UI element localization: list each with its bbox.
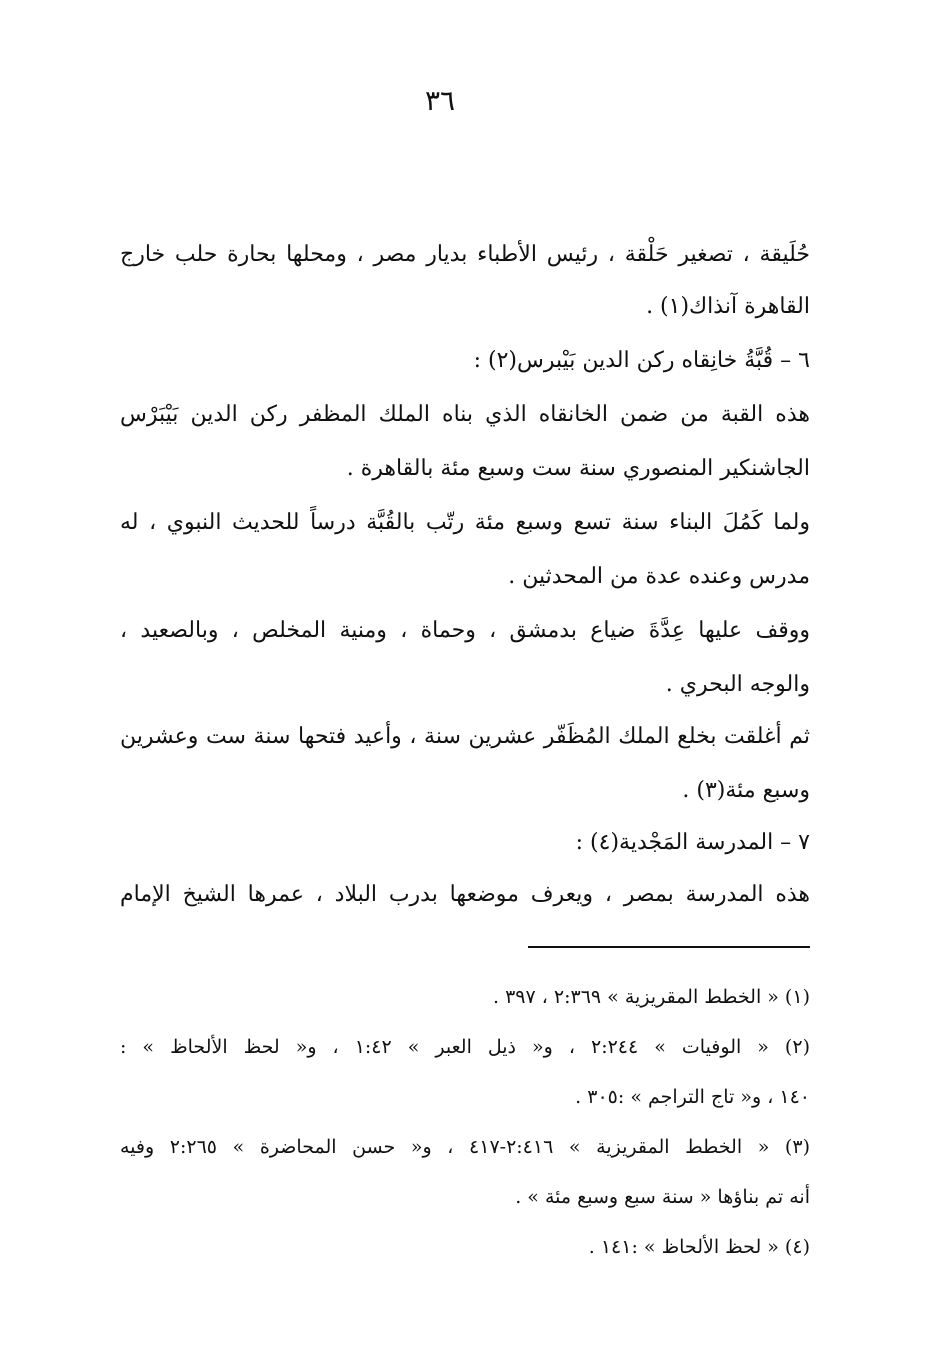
body-line: الجاشنكير المنصوري سنة ست وسبع مئة بالقاهرة . — [346, 456, 810, 481]
footnote-line: (٣) « الخطط المقريزية » ٢:٤١٦-٤١٧ ، و« حسن المحاضرة » ٢:٢٦٥ وفيه — [120, 1136, 810, 1158]
body-line: هذه المدرسة بمصر ، ويعرف موضعها بدرب البلاد ، عمرها الشيخ الإمام — [120, 882, 810, 907]
section-heading: ٧ – المدرسة المَجْدية(٤) : — [575, 830, 810, 855]
body-line: مدرس وعنده عدة من المحدثين . — [508, 564, 810, 589]
body-line: ثم أغلقت بخلع الملك المُظَفّر عشرين سنة ، وأعيد فتحها سنة ست وعشرين — [120, 724, 810, 749]
body-line: القاهرة آنذاك(١) . — [646, 294, 810, 319]
footnote-line: (٤) « لحظ الألحاظ » :١٤١ . — [588, 1236, 810, 1258]
body-line: والوجه البحري . — [665, 672, 810, 697]
body-line: هذه القبة من ضمن الخانقاه الذي بناه الملك المظفر ركن الدين بَيْبَرْس — [120, 402, 810, 427]
footnote-line: (٢) « الوفيات » ٢:٢٤٤ ، و« ذيل العبر » ١:٤٢ ، و« لحظ الألحاظ » : — [120, 1036, 810, 1058]
body-line: وسبع مئة(٣) . — [682, 778, 810, 803]
body-line: ولما كَمُلَ البناء سنة تسع وسبع مئة رتّب بالقُبَّة درساً للحديث النبوي ، له — [120, 510, 810, 535]
footnote-line: (١) « الخطط المقريزية » ٢:٣٦٩ ، ٣٩٧ . — [492, 986, 810, 1008]
section-heading: ٦ – قُبَّةُ خانِقاه ركن الدين بَيْبرس(٢) : — [473, 348, 810, 373]
body-line: حُلَيقة ، تصغير حَلْقة ، رئيس الأطباء بديار مصر ، ومحلها بحارة حلب خارج — [120, 242, 810, 267]
footnote-line: ١٤٠ ، و« تاج التراجم » :٣٠٥ . — [575, 1086, 810, 1108]
footnote-divider — [528, 946, 810, 948]
body-line: ووقف عليها عِدَّةَ ضياع بدمشق ، وحماة ، ومنية المخلص ، وبالصعيد ، — [120, 618, 810, 643]
footnote-line: أنه تم بناؤها « سنة سبع وسبع مئة » . — [515, 1186, 810, 1208]
page-number: ٣٦ — [424, 84, 456, 117]
